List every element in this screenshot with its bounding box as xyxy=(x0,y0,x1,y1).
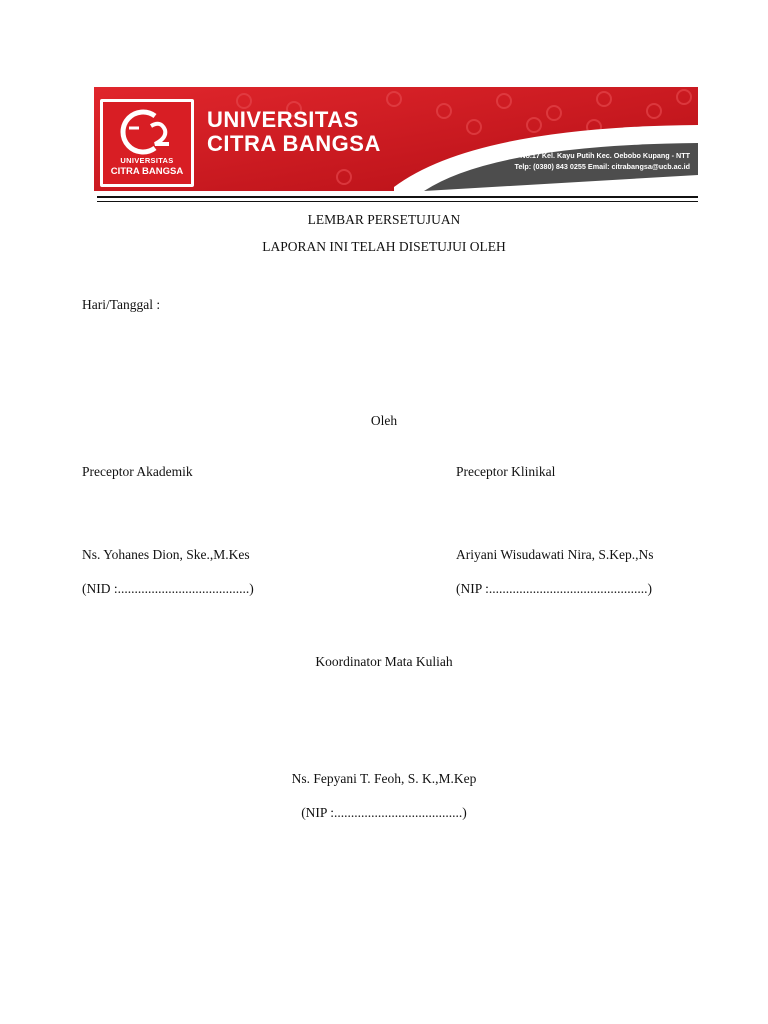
letterhead-banner xyxy=(94,87,698,191)
header-rule-thick xyxy=(97,196,698,198)
document-subtitle: LAPORAN INI TELAH DISETUJUI OLEH xyxy=(262,239,506,254)
coordinator-id: (NIP :......................................) xyxy=(301,805,467,820)
logo-text-line2: CITRA BANGSA xyxy=(110,166,184,177)
university-name-line1: UNIVERSITAS xyxy=(207,107,359,132)
logo-text-line1: UNIVERSITAS xyxy=(120,156,174,165)
university-name-line2: CITRA BANGSA xyxy=(207,131,381,156)
university-contact: Telp: (0380) 843 0255 Email: citrabangsa@ucb.ac.id xyxy=(514,162,690,171)
oleh-label: Oleh xyxy=(370,413,398,428)
header-rule-thin xyxy=(97,201,698,202)
left-signer-id: (NID :.......................................) xyxy=(82,581,254,596)
document-title: LEMBAR PERSETUJUAN xyxy=(307,212,461,227)
coordinator-name: Ns. Fepyani T. Feoh, S. K.,M.Kep xyxy=(291,771,477,786)
coordinator-role: Koordinator Mata Kuliah xyxy=(315,654,453,669)
right-signer-name: Ariyani Wisudawati Nira, S.Kep.,Ns xyxy=(456,547,654,562)
right-signer-id: (NIP :...............................................) xyxy=(456,581,652,596)
right-signer-role: Preceptor Klinikal xyxy=(456,464,556,479)
left-signer-name: Ns. Yohanes Dion, Ske.,M.Kes xyxy=(82,547,250,562)
logo-emblem-icon xyxy=(111,108,183,156)
university-logo xyxy=(100,99,194,187)
university-address: Jl. Manafe No.17 Kel. Kayu Putih Kec. Oebobo Kupang - NTT xyxy=(483,151,690,160)
date-label: Hari/Tanggal : xyxy=(82,297,161,312)
left-signer-role: Preceptor Akademik xyxy=(82,464,193,479)
